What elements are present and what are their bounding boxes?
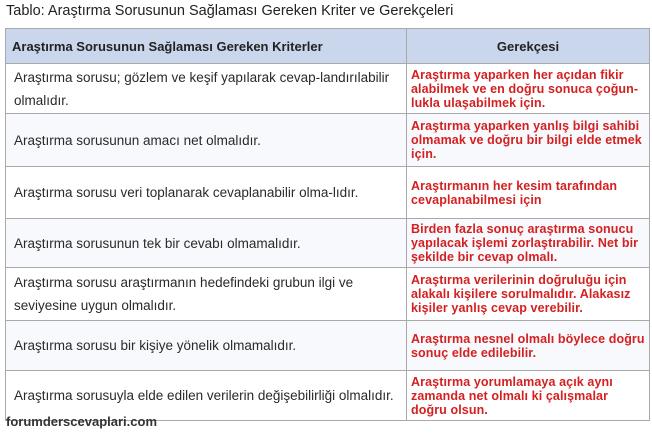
criteria-column-header: Araştırma Sorusunun Sağlaması Gereken Kriterler bbox=[6, 29, 407, 64]
table-caption: Tablo: Araştırma Sorusunun Sağlaması Gereken Kriter ve Gerekçeleri bbox=[6, 3, 454, 19]
table-row bbox=[6, 268, 650, 321]
reason-cell: Araştırma yorumlamaya açık aynı zamanda net olmalı ki çalışmalar doğru olsun. bbox=[407, 371, 650, 421]
table-row bbox=[6, 321, 650, 371]
criteria-cell: Araştırma sorusu bir kişiye yönelik olmamalıdır. bbox=[6, 321, 407, 371]
reason-column-header: Gerekçesi bbox=[407, 29, 650, 64]
reason-cell: Araştırma nesnel olmalı böylece doğru sonuç elde edilebilir. bbox=[407, 321, 650, 371]
reason-cell: Birden fazla sonuç araştırma sonucu yapılacak işlemi zorlaştırabilir. Net bir şekilde bir cevap olmalı. bbox=[407, 219, 650, 268]
criteria-cell: Araştırma sorusunun tek bir cevabı olmamalıdır. bbox=[6, 219, 407, 268]
reason-cell: Araştırma yaparken yanlış bilgi sahibi olmamak ve doğru bir bilgi elde etmek için. bbox=[407, 114, 650, 167]
criteria-table bbox=[5, 28, 650, 421]
table-row bbox=[6, 167, 650, 219]
criteria-cell: Araştırma sorusu; gözlem ve keşif yapılarak cevap-landırılabilir olmalıdır. bbox=[6, 64, 407, 114]
reason-cell: Araştırmanın her kesim tarafından cevaplanabilmesi için bbox=[407, 167, 650, 219]
criteria-cell: Araştırma sorusunun amacı net olmalıdır. bbox=[6, 114, 407, 167]
table-row bbox=[6, 64, 650, 114]
table-row bbox=[6, 219, 650, 268]
reason-cell: Araştırma yaparken her açıdan fikir alabilmek ve en doğru sonuca çoğun-lukla ulaşabilmek için. bbox=[407, 64, 650, 114]
table-row bbox=[6, 114, 650, 167]
table-header-row bbox=[6, 29, 650, 64]
site-watermark: forumderscevaplari.com bbox=[6, 414, 158, 429]
table-row bbox=[6, 371, 650, 421]
criteria-cell: Araştırma sorusu veri toplanarak cevaplanabilir olma-lıdır. bbox=[6, 167, 407, 219]
reason-cell: Araştırma verilerinin doğruluğu için alakalı kişilere sorulmalıdır. Alakasız kişiler yanlış cevap verebilir. bbox=[407, 268, 650, 321]
criteria-cell: Araştırma sorusuyla elde edilen verilerin değişebilirliği olmalıdır. bbox=[6, 371, 407, 421]
criteria-cell: Araştırma sorusu araştırmanın hedefindeki grubun ilgi ve seviyesine uygun olmalıdır. bbox=[6, 268, 407, 321]
